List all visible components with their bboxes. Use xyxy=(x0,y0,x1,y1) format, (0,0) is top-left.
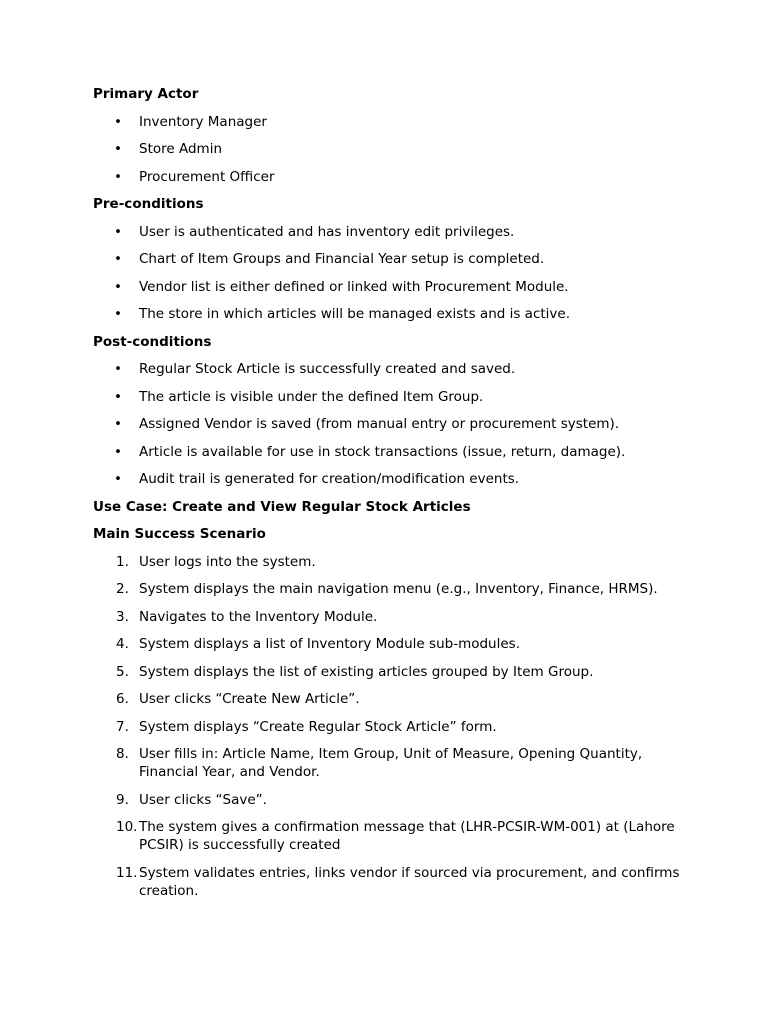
list-item: • Audit trail is generated for creation/modification events. xyxy=(114,471,520,487)
main-success-list xyxy=(93,553,683,900)
bullet-icon: • xyxy=(114,113,122,130)
main-success-heading: Main Success Scenario xyxy=(93,526,266,542)
list-item: 8. User fills in: Article Name, Item Group, Unit of Measure, Opening Quantity, Financial Year, and Vendor. xyxy=(116,746,643,780)
list-item: • The article is visible under the defined Item Group. xyxy=(114,388,484,405)
pre-conditions-list xyxy=(93,223,683,324)
list-item: 7. System displays “Create Regular Stock Article” form. xyxy=(116,718,497,735)
list-item: 9. User clicks “Save”. xyxy=(116,791,267,808)
bullet-icon: • xyxy=(114,223,122,240)
bullet-icon: • xyxy=(114,416,122,432)
list-item: • Inventory Manager xyxy=(114,113,267,130)
bullet-icon: • xyxy=(114,471,122,487)
bullet-icon: • xyxy=(114,278,122,295)
bullet-icon: • xyxy=(114,388,122,405)
list-item: 6. User clicks “Create New Article”. xyxy=(116,691,360,707)
list-item: 11. System validates entries, links vendor if sourced via procurement, and confirms creation. xyxy=(116,864,680,899)
list-item: • Chart of Item Groups and Financial Year setup is completed. xyxy=(114,251,545,267)
primary-actor-heading: Primary Actor xyxy=(93,86,199,102)
list-item: • The store in which articles will be managed exists and is active. xyxy=(114,306,571,322)
list-item: 10. The system gives a confirmation message that (LHR-PCSIR-WM-001) at (Lahore PCSIR) is successfully created xyxy=(116,819,675,853)
bullet-icon: • xyxy=(114,443,122,460)
primary-actor-list xyxy=(93,113,683,186)
list-item: • Article is available for use in stock transactions (issue, return, damage). xyxy=(114,443,626,460)
bullet-icon: • xyxy=(114,168,122,185)
list-item: • Assigned Vendor is saved (from manual entry or procurement system). xyxy=(114,416,620,432)
list-item: • Store Admin xyxy=(114,141,222,157)
bullet-icon: • xyxy=(114,361,122,377)
document-page xyxy=(93,85,683,900)
list-item: • Procurement Officer xyxy=(114,168,275,185)
list-item: 3. Navigates to the Inventory Module. xyxy=(116,608,378,625)
post-conditions-heading: Post-conditions xyxy=(93,333,212,350)
list-item: 2. System displays the main navigation menu (e.g., Inventory, Finance, HRMS). xyxy=(116,581,658,597)
bullet-icon: • xyxy=(114,141,122,157)
list-item: 1. User logs into the system. xyxy=(116,553,316,570)
list-item: 5. System displays the list of existing articles grouped by Item Group. xyxy=(116,663,594,680)
use-case-heading: Use Case: Create and View Regular Stock Articles xyxy=(93,498,471,515)
post-conditions-list xyxy=(93,360,683,488)
list-item: • Vendor list is either defined or linked with Procurement Module. xyxy=(114,278,569,295)
bullet-icon: • xyxy=(114,251,122,267)
list-item: 4. System displays a list of Inventory Module sub-modules. xyxy=(116,636,520,652)
pre-conditions-heading: Pre-conditions xyxy=(93,196,204,212)
bullet-icon: • xyxy=(114,306,122,322)
list-item: • User is authenticated and has inventory edit privileges. xyxy=(114,223,515,240)
list-item: • Regular Stock Article is successfully created and saved. xyxy=(114,361,516,377)
